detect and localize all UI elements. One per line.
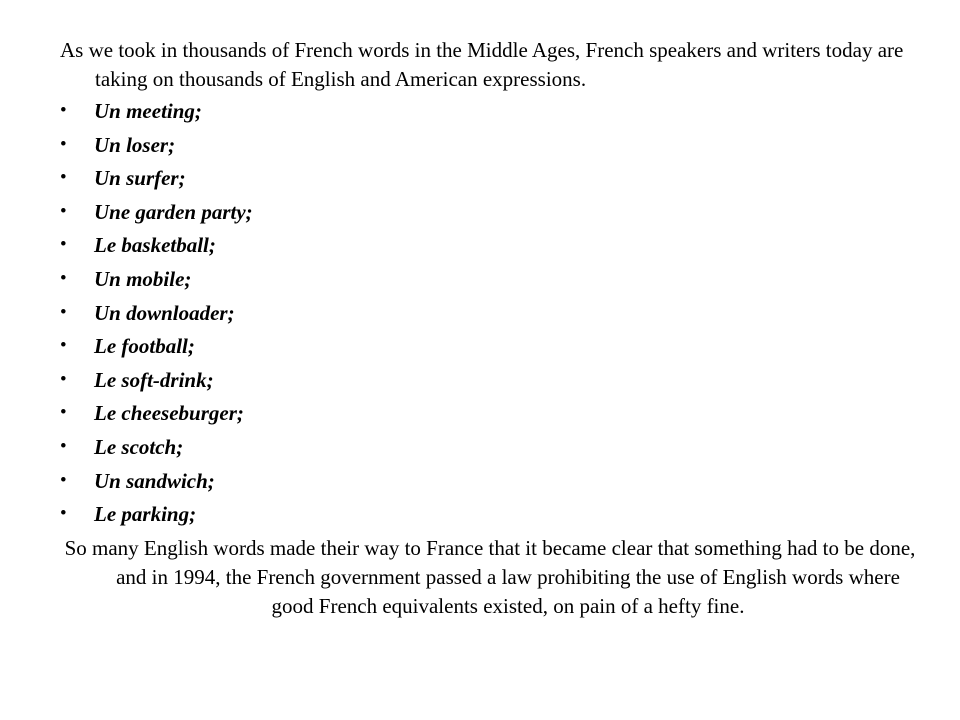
bullet-icon: • [60, 167, 67, 189]
word-text: Un meeting; [94, 99, 202, 123]
word-text: Un sandwich; [94, 468, 215, 493]
bullet-icon: • [60, 503, 67, 525]
bullet-icon: • [60, 469, 67, 491]
bullet-icon: • [60, 133, 67, 155]
word-text: Un mobile; [94, 266, 192, 291]
word-text: Le basketball; [94, 233, 216, 258]
closing-paragraph: So many English words made their way to France that it became clear that something had to be done, and in 1994, the French government passed a law prohibiting the use of English words where good French equivalents existed, on pain of a hefty fine. [64, 536, 916, 618]
intro-paragraph: As we took in thousands of French words in the Middle Ages, French speakers and writers today are taking on thousands of English and American expressions. [60, 38, 904, 91]
word-text: Le soft-drink; [94, 367, 214, 392]
bullet-icon: • [60, 267, 67, 289]
bullet-icon: • [60, 335, 67, 357]
word-text: Un loser; [94, 132, 176, 157]
bullet-icon: • [60, 368, 67, 390]
word-text: Un surfer; [94, 166, 186, 191]
word-text: Le cheeseburger; [94, 401, 244, 426]
bullet-icon: • [60, 234, 67, 256]
word-text: Un downloader; [94, 300, 235, 325]
bullet-icon: • [60, 200, 67, 222]
bullet-icon: • [60, 100, 67, 121]
word-text: Le scotch; [94, 434, 184, 459]
word-text: Une garden party; [94, 199, 253, 224]
word-text: Le parking; [94, 502, 197, 527]
word-text: Le football; [94, 334, 195, 359]
bullet-icon: • [60, 435, 67, 457]
bullet-icon: • [60, 402, 67, 424]
bullet-icon: • [60, 301, 67, 323]
